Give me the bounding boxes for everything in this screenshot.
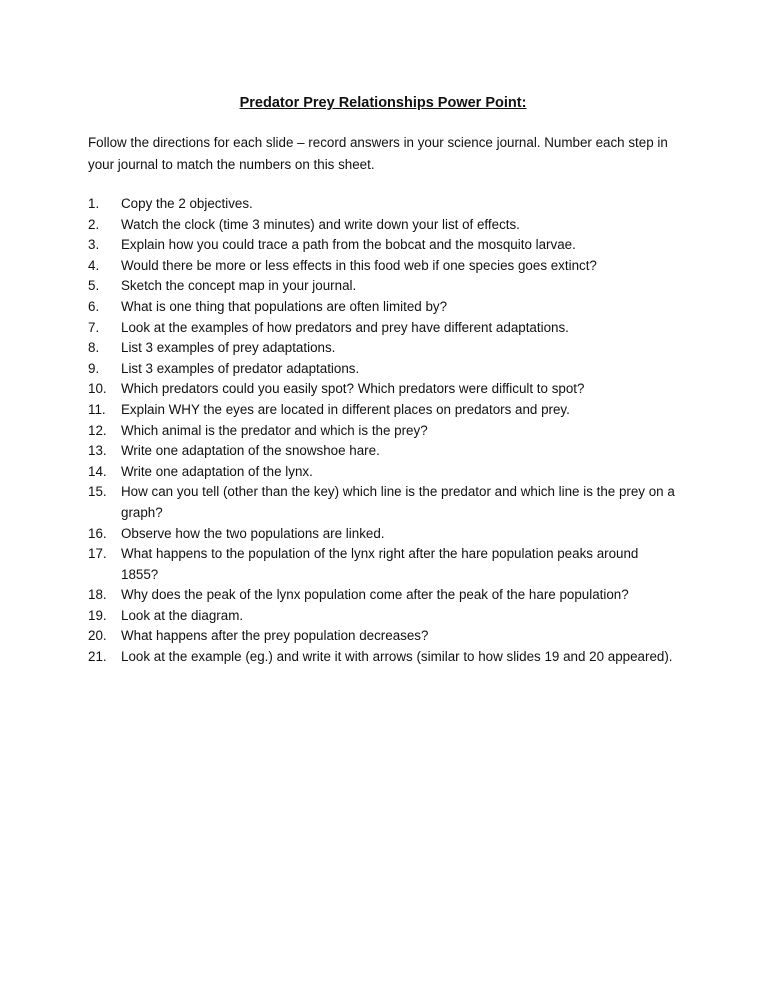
step-text: Look at the examples of how predators and prey have different adaptations. — [121, 319, 569, 335]
list-item — [88, 235, 678, 256]
step-number: 12. — [88, 422, 107, 438]
step-number: 3. — [88, 237, 100, 253]
step-number: 18. — [88, 587, 107, 603]
step-text: Look at the example (eg.) and write it with arrows (similar to how slides 19 and 20 appeared). — [121, 649, 673, 665]
steps-list — [88, 194, 678, 668]
list-item — [88, 379, 678, 400]
list-item — [88, 544, 678, 585]
step-number: 1. — [88, 196, 100, 211]
step-number: 2. — [88, 216, 100, 232]
list-item — [88, 462, 678, 483]
step-text: How can you tell (other than the key) which line is the predator and which line is the prey on a graph? — [121, 484, 675, 520]
step-text: What is one thing that populations are often limited by? — [121, 298, 448, 314]
list-item — [88, 359, 678, 380]
step-number: 8. — [88, 340, 100, 356]
step-number: 11. — [88, 401, 106, 417]
step-text: What happens to the population of the lynx right after the hare population peaks around 1855? — [121, 546, 639, 582]
list-item — [88, 441, 678, 462]
list-item — [88, 647, 678, 668]
step-number: 6. — [88, 298, 100, 314]
step-text: Copy the 2 objectives. — [121, 196, 253, 211]
step-text: Which animal is the predator and which is the prey? — [121, 422, 428, 438]
step-text: Why does the peak of the lynx population come after the peak of the hare population? — [121, 587, 629, 603]
step-text: Observe how the two populations are linked. — [121, 525, 385, 541]
step-text: Which predators could you easily spot? Which predators were difficult to spot? — [121, 381, 585, 397]
list-item — [88, 256, 678, 277]
step-number: 14. — [88, 463, 107, 479]
list-item — [88, 482, 678, 523]
step-text: Would there be more or less effects in this food web if one species goes extinct? — [121, 257, 597, 273]
step-text: Sketch the concept map in your journal. — [121, 278, 357, 294]
step-text: List 3 examples of prey adaptations. — [121, 340, 336, 356]
document-title: Predator Prey Relationships Power Point: — [239, 95, 527, 111]
step-number: 21. — [88, 649, 107, 665]
step-number: 4. — [88, 257, 100, 273]
step-number: 10. — [88, 381, 107, 397]
step-number: 9. — [88, 360, 100, 376]
step-number: 16. — [88, 525, 107, 541]
list-item — [88, 215, 678, 236]
step-text: Explain WHY the eyes are located in different places on predators and prey. — [121, 401, 570, 417]
step-text: What happens after the prey population decreases? — [121, 628, 429, 644]
step-text: Write one adaptation of the snowshoe hare. — [121, 443, 380, 459]
list-item — [88, 626, 678, 647]
list-item — [88, 297, 678, 318]
step-number: 19. — [88, 607, 107, 623]
step-text: Write one adaptation of the lynx. — [121, 463, 313, 479]
list-item — [88, 318, 678, 339]
step-number: 15. — [88, 484, 107, 500]
list-item — [88, 276, 678, 297]
intro-paragraph: Follow the directions for each slide – record answers in your science journal. Number each step in your journal to match the numbers on this sheet. — [88, 135, 668, 172]
list-item — [88, 606, 678, 627]
list-item — [88, 338, 678, 359]
step-text: Explain how you could trace a path from the bobcat and the mosquito larvae. — [121, 237, 576, 253]
list-item — [88, 421, 678, 442]
step-number: 20. — [88, 628, 107, 644]
list-item — [88, 585, 678, 606]
step-text: Watch the clock (time 3 minutes) and write down your list of effects. — [121, 216, 520, 232]
step-text: List 3 examples of predator adaptations. — [121, 360, 360, 376]
step-number: 17. — [88, 546, 107, 562]
step-number: 13. — [88, 443, 107, 459]
list-item — [88, 524, 678, 545]
step-text: Look at the diagram. — [121, 607, 244, 623]
step-number: 5. — [88, 278, 100, 294]
list-item — [88, 194, 678, 215]
step-number: 7. — [88, 319, 100, 335]
list-item — [88, 400, 678, 421]
